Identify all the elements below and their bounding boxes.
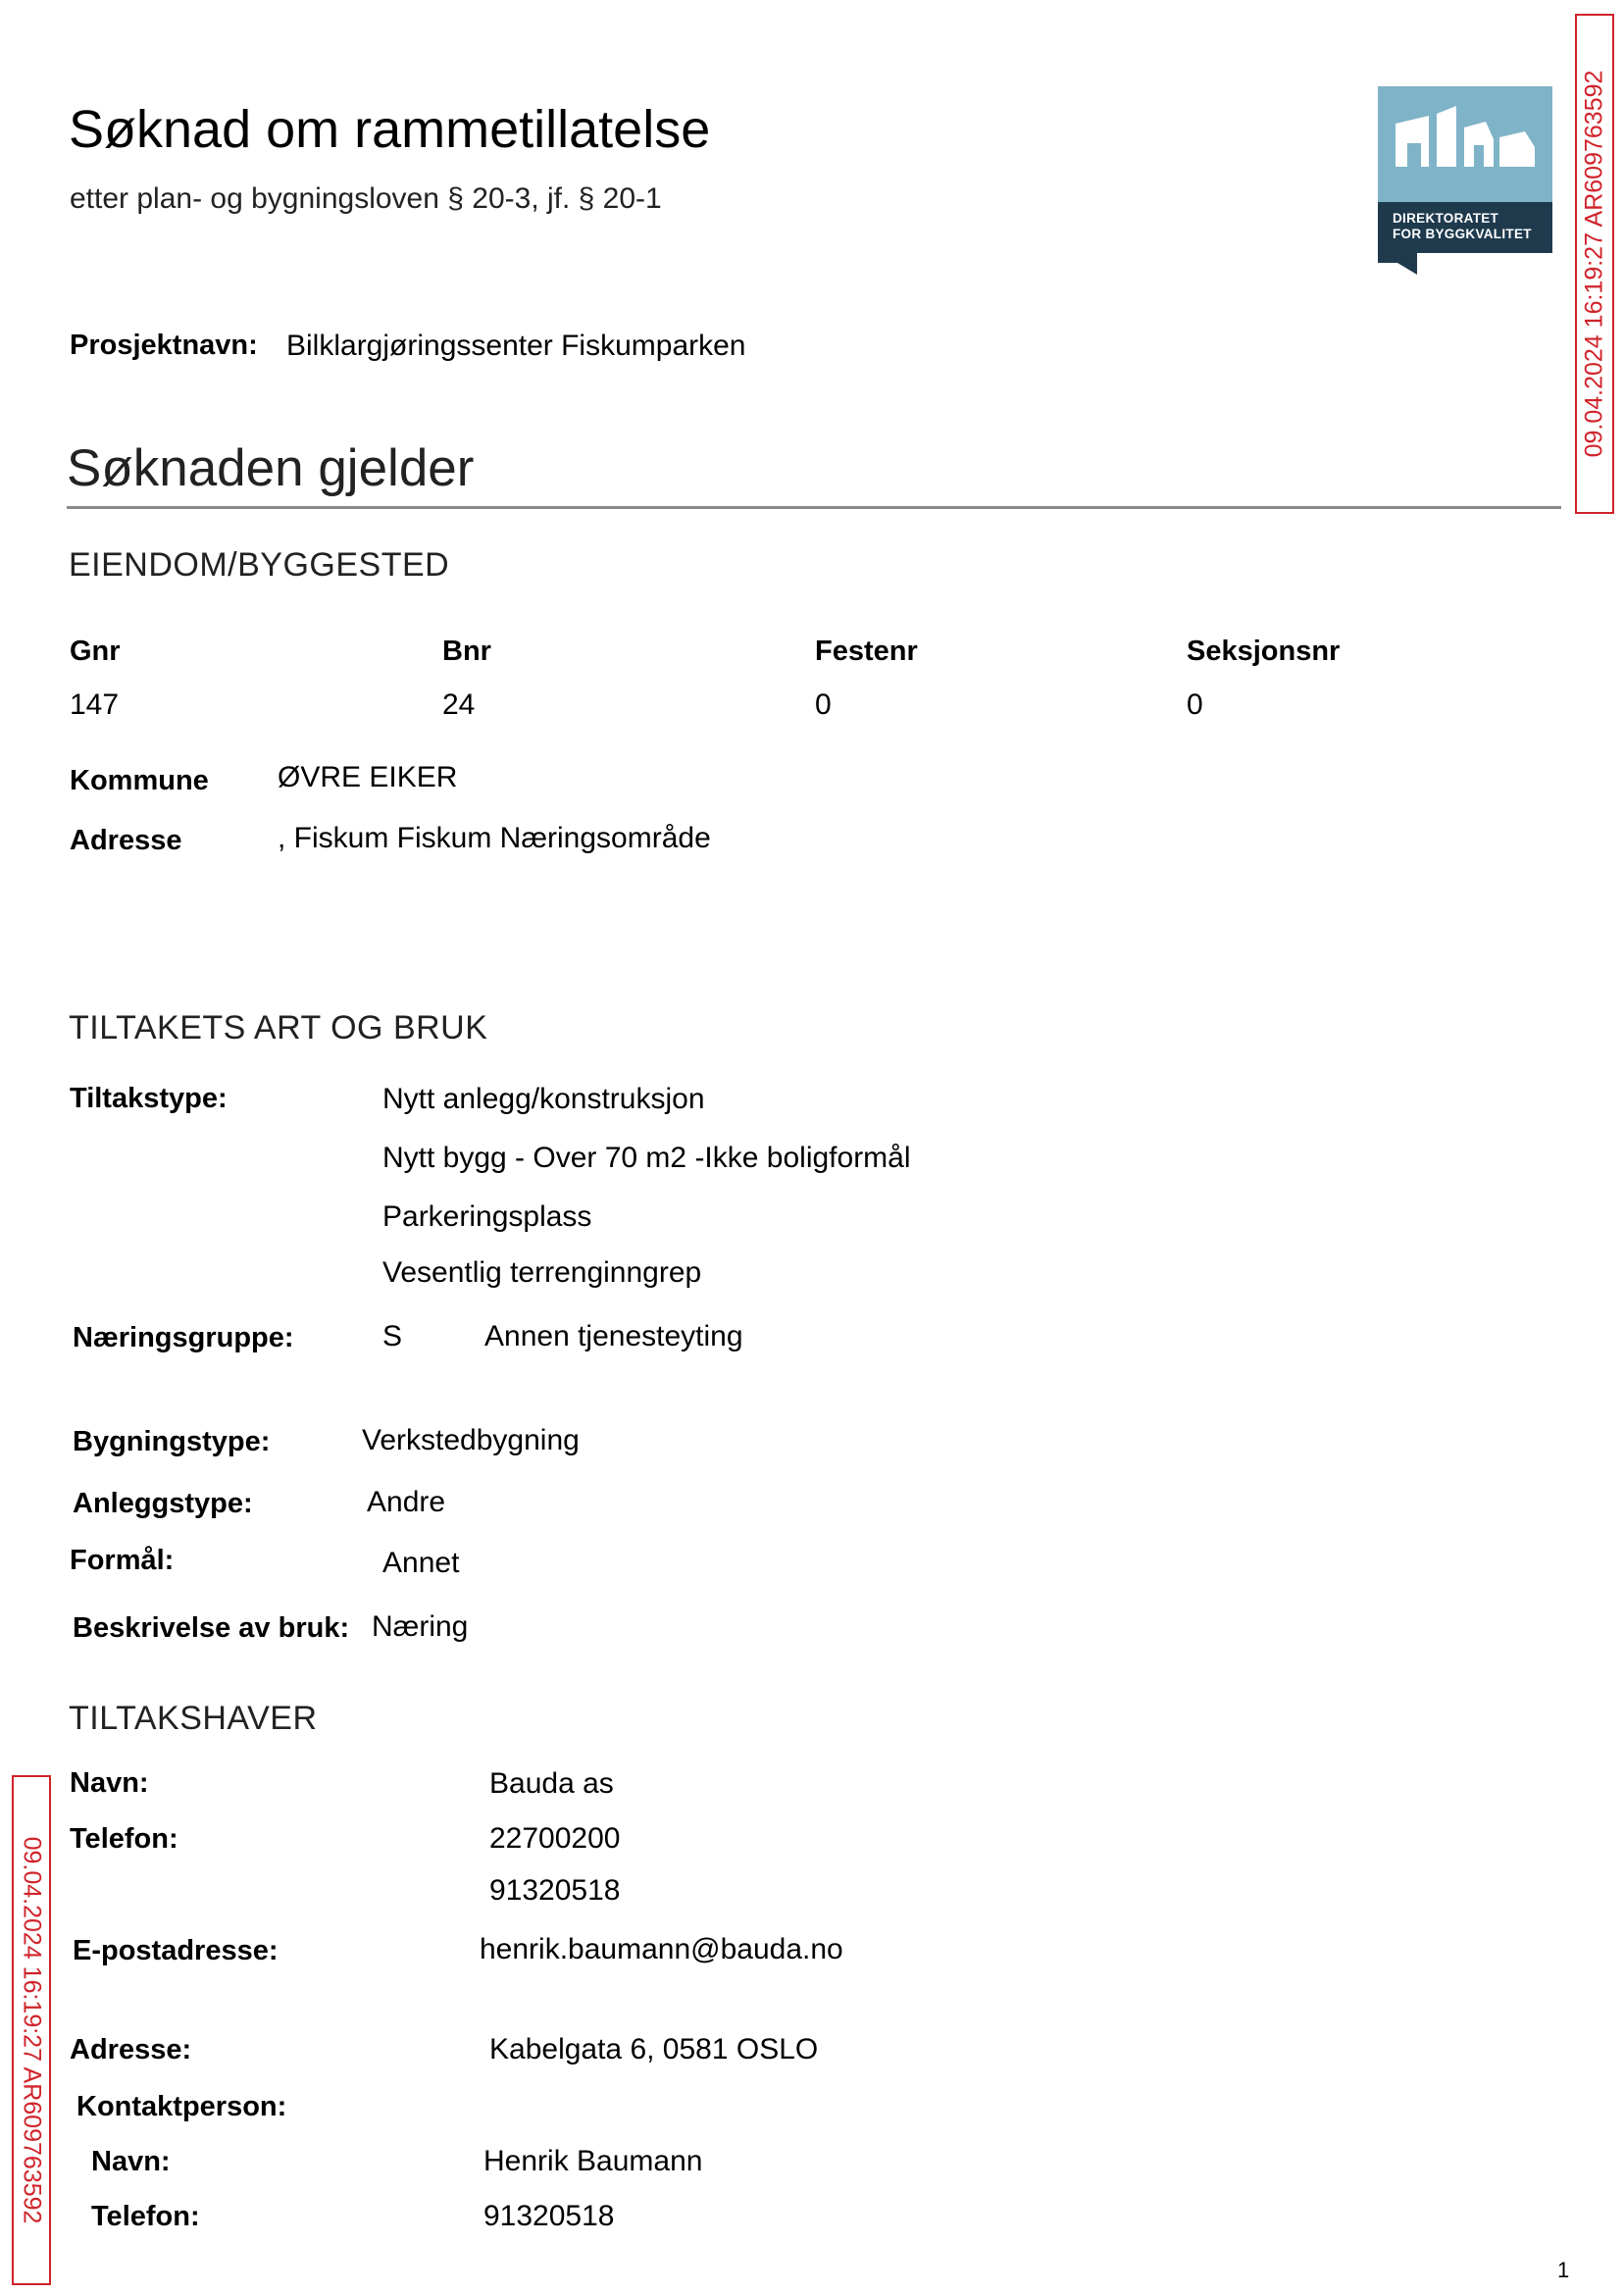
naeringsgruppe-value: Annen tjenesteyting	[484, 1320, 743, 1352]
property-heading: EIENDOM/BYGGESTED	[69, 546, 450, 584]
document-title: Søknad om rammetillatelse	[69, 100, 711, 159]
tiltakstype-item: Nytt anlegg/konstruksjon	[382, 1083, 705, 1115]
bygningstype-value: Verkstedbygning	[362, 1424, 580, 1456]
logo-line-1: DIREKTORATET	[1393, 211, 1499, 226]
receipt-stamp-left	[12, 1775, 51, 2285]
adresse-label: Adresse	[70, 825, 182, 856]
bnr-label: Bnr	[442, 636, 491, 667]
gnr-value: 147	[70, 688, 120, 721]
kontaktperson-label: Kontaktperson:	[76, 2091, 287, 2122]
gnr-label: Gnr	[70, 636, 121, 667]
bygningstype-label: Bygningstype:	[73, 1426, 271, 1457]
project-label: Prosjektnavn:	[70, 330, 258, 361]
seksjonsnr-value: 0	[1187, 688, 1203, 721]
logo-graphic	[1378, 86, 1552, 275]
kontakt-navn-value: Henrik Baumann	[483, 2145, 703, 2177]
seksjonsnr-label: Seksjonsnr	[1187, 636, 1341, 667]
bnr-value: 24	[442, 688, 476, 721]
beskrivelse-label: Beskrivelse av bruk:	[73, 1612, 350, 1644]
receipt-stamp-right	[1575, 14, 1614, 514]
section-title: Søknaden gjelder	[67, 439, 475, 497]
tiltakshaver-adresse-label: Adresse:	[70, 2034, 192, 2065]
kontakt-telefon-value: 91320518	[483, 2200, 615, 2232]
formal-label: Formål:	[70, 1545, 175, 1576]
anleggstype-value: Andre	[367, 1486, 446, 1518]
stamp-text: 09.04.2024 16:19:27 AR609763592	[18, 1836, 46, 2224]
kontakt-navn-label: Navn:	[91, 2146, 171, 2177]
stamp-text: 09.04.2024 16:19:27 AR609763592	[1580, 70, 1608, 458]
kontakt-telefon-label: Telefon:	[91, 2201, 200, 2232]
kommune-value: ØVRE EIKER	[278, 761, 458, 793]
tiltak-heading: TILTAKETS ART OG BRUK	[69, 1009, 488, 1046]
tiltakstype-item: Nytt bygg - Over 70 m2 -Ikke boligformål	[382, 1142, 911, 1174]
telefon-value: 91320518	[489, 1874, 621, 1907]
document-subtitle: etter plan- og bygningsloven § 20-3, jf. § 20-1	[70, 182, 662, 215]
naeringsgruppe-label: Næringsgruppe:	[73, 1322, 294, 1353]
naeringsgruppe-code: S	[382, 1320, 403, 1352]
adresse-value: , Fiskum Fiskum Næringsområde	[278, 822, 711, 854]
navn-label: Navn:	[70, 1767, 149, 1799]
tiltakstype-item: Vesentlig terrenginngrep	[382, 1256, 702, 1289]
logo-line-2: FOR BYGGKVALITET	[1393, 227, 1532, 241]
festenr-label: Festenr	[815, 636, 918, 667]
project-value: Bilklargjøringssenter Fiskumparken	[286, 330, 746, 362]
dibk-logo	[1378, 86, 1552, 275]
telefon-label: Telefon:	[70, 1823, 178, 1855]
festenr-value: 0	[815, 688, 832, 721]
tiltakshaver-heading: TILTAKSHAVER	[69, 1700, 318, 1737]
epost-label: E-postadresse:	[73, 1935, 279, 1966]
page-number: 1	[1557, 2258, 1570, 2282]
navn-value: Bauda as	[489, 1767, 614, 1800]
anleggstype-label: Anleggstype:	[73, 1488, 253, 1519]
tiltakstype-item: Parkeringsplass	[382, 1200, 592, 1233]
epost-value: henrik.baumann@bauda.no	[480, 1933, 843, 1965]
telefon-value: 22700200	[489, 1822, 621, 1855]
beskrivelse-value: Næring	[372, 1610, 469, 1643]
tiltakstype-label: Tiltakstype:	[70, 1083, 228, 1114]
section-divider	[67, 506, 1561, 509]
kommune-label: Kommune	[70, 765, 209, 796]
formal-value: Annet	[382, 1547, 460, 1579]
tiltakshaver-adresse-value: Kabelgata 6, 0581 OSLO	[489, 2033, 819, 2065]
